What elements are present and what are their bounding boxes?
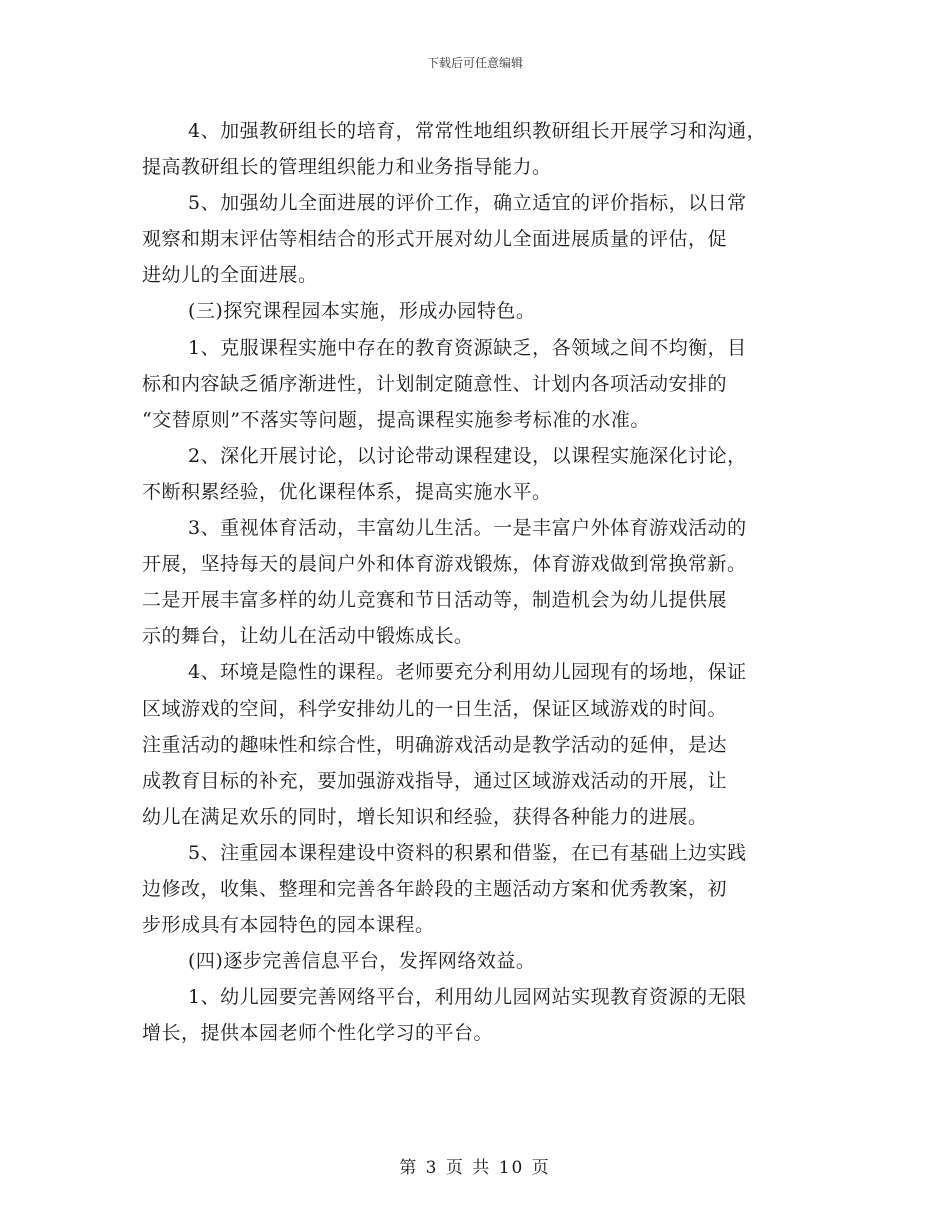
body-line: 开展，坚持每天的晨间户外和体育游戏锻炼，体育游戏做到常换常新。 bbox=[142, 553, 747, 576]
body-line: 2、深化开展讨论，以讨论带动课程建设，以课程实施深化讨论， bbox=[188, 444, 747, 467]
body-line: 5、注重园本课程建设中资料的积累和借鉴，在已有基础上边实践 bbox=[188, 841, 747, 864]
body-line: 增长，提供本园老师个性化学习的平台。 bbox=[142, 1022, 494, 1045]
body-line: 4、环境是隐性的课程。老师要充分利用幼儿园现有的场地，保证 bbox=[188, 661, 747, 684]
section-heading: (三)探究课程园本实施，形成办园特色。 bbox=[188, 300, 536, 323]
body-line: 边修改，收集、整理和完善各年龄段的主题活动方案和优秀教案，初 bbox=[142, 877, 728, 900]
body-line: 不断积累经验，优化课程体系，提高实施水平。 bbox=[142, 480, 552, 503]
body-line: 4、加强教研组长的培育，常常性地组织教研组长开展学习和沟通， bbox=[188, 120, 767, 142]
body-line: 进幼儿的全面进展。 bbox=[142, 264, 318, 287]
body-line: 1、幼儿园要完善网络平台，利用幼儿园网站实现教育资源的无限 bbox=[188, 986, 747, 1009]
body-line: 成教育目标的补充，要加强游戏指导，通过区域游戏活动的开展，让 bbox=[142, 769, 728, 792]
body-line: 二是开展丰富多样的幼儿竞赛和节日活动等，制造机会为幼儿提供展 bbox=[142, 589, 728, 612]
body-line: “交替原则”不落实等问题，提高课程实施参考标准的水准。 bbox=[142, 408, 650, 431]
body-line: 提高教研组长的管理组织能力和业务指导能力。 bbox=[142, 156, 552, 179]
document-body bbox=[142, 113, 814, 1051]
section-heading: (四)逐步完善信息平台，发挥网络效益。 bbox=[188, 950, 536, 973]
body-line: 5、加强幼儿全面进展的评价工作，确立适宜的评价指标，以日常 bbox=[188, 192, 747, 215]
page-number-footer: 第 3 页 共 10 页 bbox=[399, 1158, 551, 1178]
body-line: 标和内容缺乏循序渐进性，计划制定随意性、计划内各项活动安排的 bbox=[142, 372, 728, 395]
body-line: 3、重视体育活动，丰富幼儿生活。一是丰富户外体育游戏活动的 bbox=[188, 517, 747, 540]
body-line: 区域游戏的空间，科学安排幼儿的一日生活，保证区域游戏的时间。 bbox=[142, 697, 728, 720]
body-line: 1、克服课程实施中存在的教育资源缺乏，各领域之间不均衡，目 bbox=[188, 336, 747, 359]
page-header: 下载后可任意编辑 bbox=[426, 56, 523, 70]
body-line: 观察和期末评估等相结合的形式开展对幼儿全面进展质量的评估，促 bbox=[142, 228, 728, 251]
body-line: 幼儿在满足欢乐的同时，增长知识和经验，获得各种能力的进展。 bbox=[142, 805, 708, 828]
body-line: 示的舞台，让幼儿在活动中锻炼成长。 bbox=[142, 625, 474, 648]
body-line: 步形成具有本园特色的园本课程。 bbox=[142, 914, 435, 937]
body-line: 注重活动的趣味性和综合性，明确游戏活动是教学活动的延伸，是达 bbox=[142, 733, 728, 756]
